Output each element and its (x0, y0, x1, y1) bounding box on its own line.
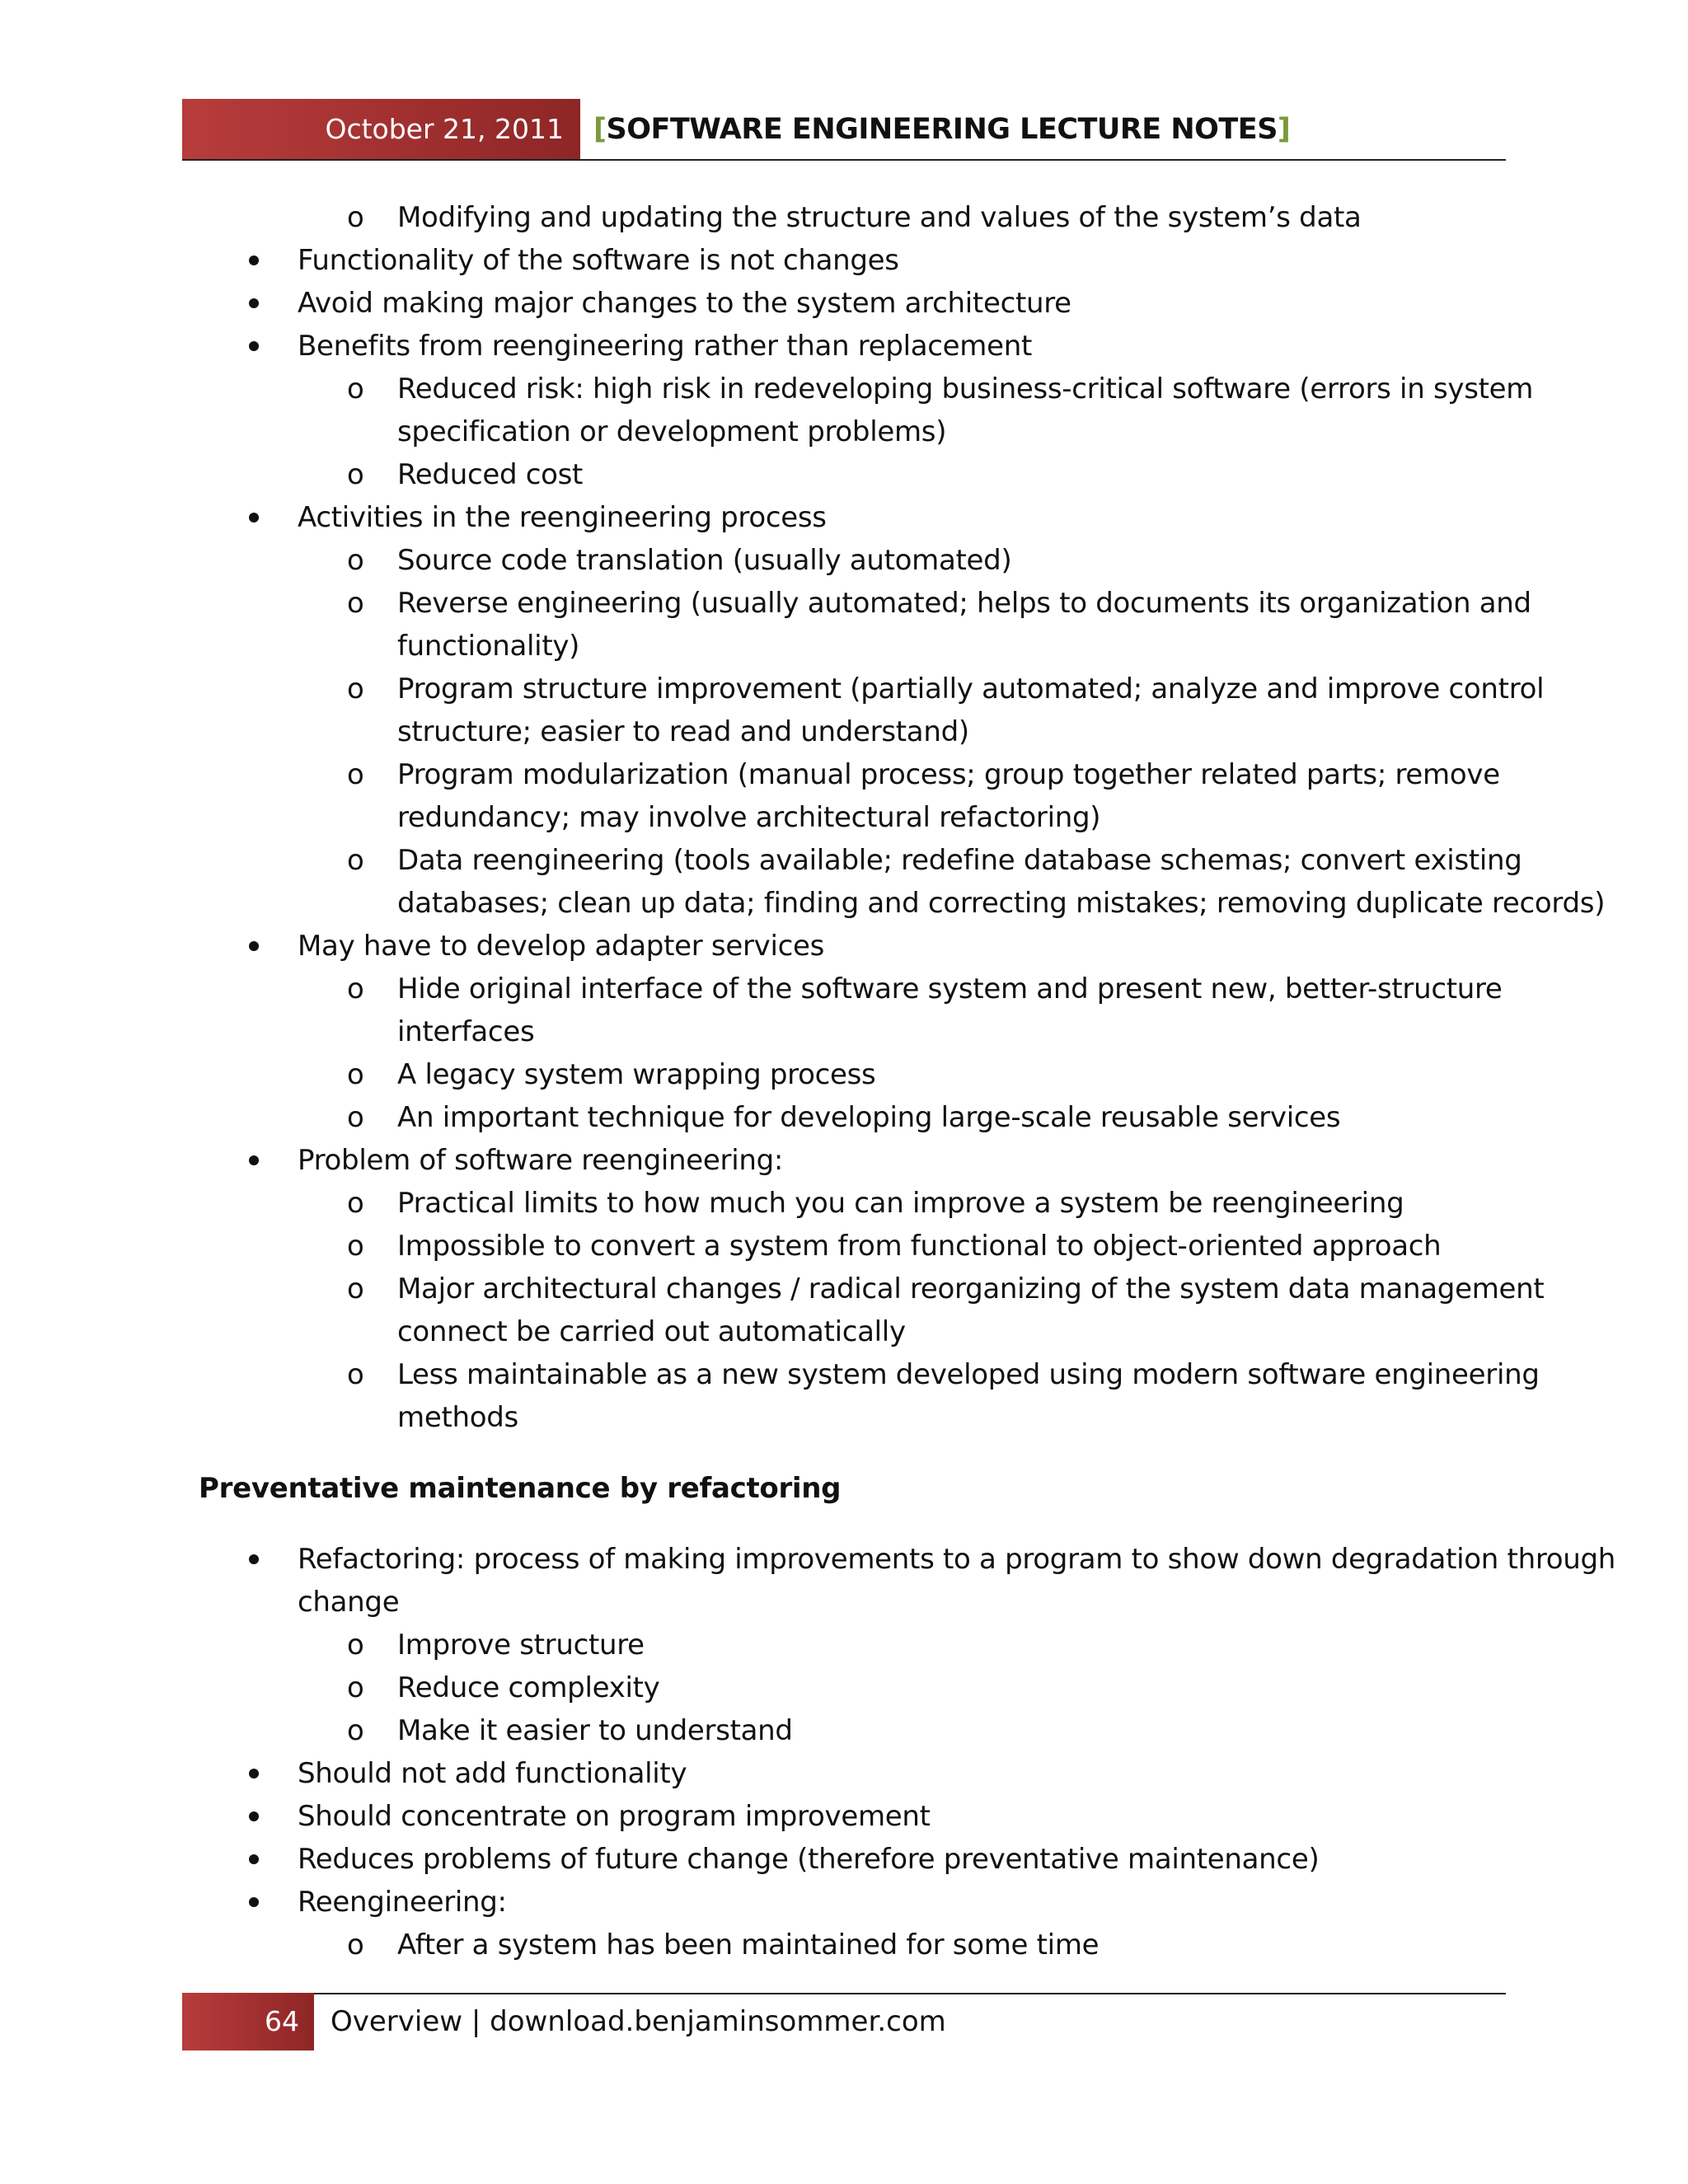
bullet-item: Reduces problems of future change (therefore preventative maintenance) (298, 1843, 1320, 1876)
bullet-circle-icon: o (347, 1230, 364, 1263)
bullet-circle-icon: o (347, 844, 364, 877)
bullet-dot-icon (249, 255, 259, 265)
bullet-circle-icon: o (347, 1272, 364, 1305)
bullet-dot-icon (249, 298, 259, 308)
sub-bullet-item: redundancy; may involve architectural refactoring) (397, 801, 1101, 834)
bullet-circle-icon: o (347, 544, 364, 577)
bullet-item: Refactoring: process of making improvements to a program to show down degradation through (298, 1543, 1616, 1576)
sub-bullet-item: A legacy system wrapping process (397, 1058, 876, 1091)
sub-bullet-item: functionality) (397, 630, 580, 663)
header-title (593, 99, 1290, 160)
sub-bullet-item: An important technique for developing large-scale reusable services (397, 1101, 1341, 1134)
bullet-circle-icon: o (347, 673, 364, 705)
bullet-dot-icon (249, 1769, 259, 1779)
sub-bullet-item: Impossible to convert a system from functional to object-oriented approach (397, 1230, 1442, 1263)
bullet-circle-icon: o (347, 1101, 364, 1134)
header-bracket-open: [ (593, 113, 607, 146)
sub-bullet-item: structure; easier to read and understand) (397, 715, 969, 748)
sub-bullet-item: Source code translation (usually automated) (397, 544, 1012, 577)
bullet-dot-icon (249, 1854, 259, 1864)
section-heading: Preventative maintenance by refactoring (199, 1472, 842, 1505)
bullet-dot-icon (249, 1554, 259, 1564)
sub-bullet-item: methods (397, 1401, 518, 1434)
sub-bullet-item: interfaces (397, 1015, 535, 1048)
bullet-dot-icon (249, 1897, 259, 1907)
bullet-item: Functionality of the software is not changes (298, 244, 899, 277)
bullet-item: May have to develop adapter services (298, 930, 825, 963)
bullet-dot-icon (249, 1811, 259, 1821)
bullet-dot-icon (249, 941, 259, 951)
sub-bullet-item: Program modularization (manual process; group together related parts; remove (397, 758, 1500, 791)
sub-bullet-item: Make it easier to understand (397, 1714, 793, 1747)
sub-bullet-item: After a system has been maintained for some time (397, 1929, 1100, 1961)
sub-bullet-item: specification or development problems) (397, 415, 947, 448)
bullet-dot-icon (249, 1155, 259, 1165)
page-number: 64 (182, 1993, 314, 2050)
header-bracket-close: ] (1277, 113, 1291, 146)
bullet-item: Reengineering: (298, 1886, 507, 1919)
bullet-circle-icon: o (347, 1929, 364, 1961)
bullet-item: Activities in the reengineering process (298, 501, 827, 534)
bullet-circle-icon: o (347, 1058, 364, 1091)
sub-bullet-item: Improve structure (397, 1629, 645, 1661)
sub-bullet-item: connect be carried out automatically (397, 1315, 906, 1348)
sub-bullet-item: Practical limits to how much you can improve a system be reengineering (397, 1187, 1404, 1220)
bullet-item: Benefits from reengineering rather than replacement (298, 330, 1033, 363)
bullet-circle-icon: o (347, 201, 364, 234)
bullet-item: Should concentrate on program improvement (298, 1800, 931, 1833)
bullet-item: Should not add functionality (298, 1757, 687, 1790)
sub-bullet-item: Modifying and updating the structure and values of the system’s data (397, 201, 1362, 234)
footer-text: Overview | download.benjaminsommer.com (331, 2005, 946, 2038)
sub-bullet-item: Less maintainable as a new system developed using modern software engineering (397, 1358, 1540, 1391)
bullet-circle-icon: o (347, 1187, 364, 1220)
bullet-circle-icon: o (347, 1629, 364, 1661)
bullet-circle-icon: o (347, 972, 364, 1005)
bullet-circle-icon: o (347, 458, 364, 491)
bullet-item: Avoid making major changes to the system architecture (298, 287, 1071, 320)
sub-bullet-item: Program structure improvement (partially automated; analyze and improve control (397, 673, 1545, 705)
bullet-circle-icon: o (347, 1714, 364, 1747)
sub-bullet-item: Data reengineering (tools available; redefine database schemas; convert existing (397, 844, 1522, 877)
sub-bullet-item: Reduced risk: high risk in redeveloping business-critical software (errors in system (397, 373, 1534, 405)
header-date: October 21, 2011 (182, 99, 580, 160)
sub-bullet-item: Major architectural changes / radical reorganizing of the system data management (397, 1272, 1545, 1305)
bullet-dot-icon (249, 513, 259, 523)
sub-bullet-item: databases; clean up data; finding and correcting mistakes; removing duplicate records) (397, 887, 1606, 920)
bullet-circle-icon: o (347, 373, 364, 405)
sub-bullet-item: Reverse engineering (usually automated; helps to documents its organization and (397, 587, 1531, 620)
bullet-circle-icon: o (347, 758, 364, 791)
sub-bullet-item: Reduce complexity (397, 1671, 660, 1704)
sub-bullet-item: Hide original interface of the software system and present new, better-structure (397, 972, 1503, 1005)
bullet-item: change (298, 1586, 400, 1619)
bullet-dot-icon (249, 341, 259, 351)
header-title-text: SOFTWARE ENGINEERING LECTURE NOTES (606, 113, 1278, 146)
bullet-circle-icon: o (347, 1358, 364, 1391)
bullet-circle-icon: o (347, 1671, 364, 1704)
bullet-item: Problem of software reengineering: (298, 1144, 784, 1177)
sub-bullet-item: Reduced cost (397, 458, 584, 491)
bullet-circle-icon: o (347, 587, 364, 620)
header-rule (182, 159, 1506, 161)
